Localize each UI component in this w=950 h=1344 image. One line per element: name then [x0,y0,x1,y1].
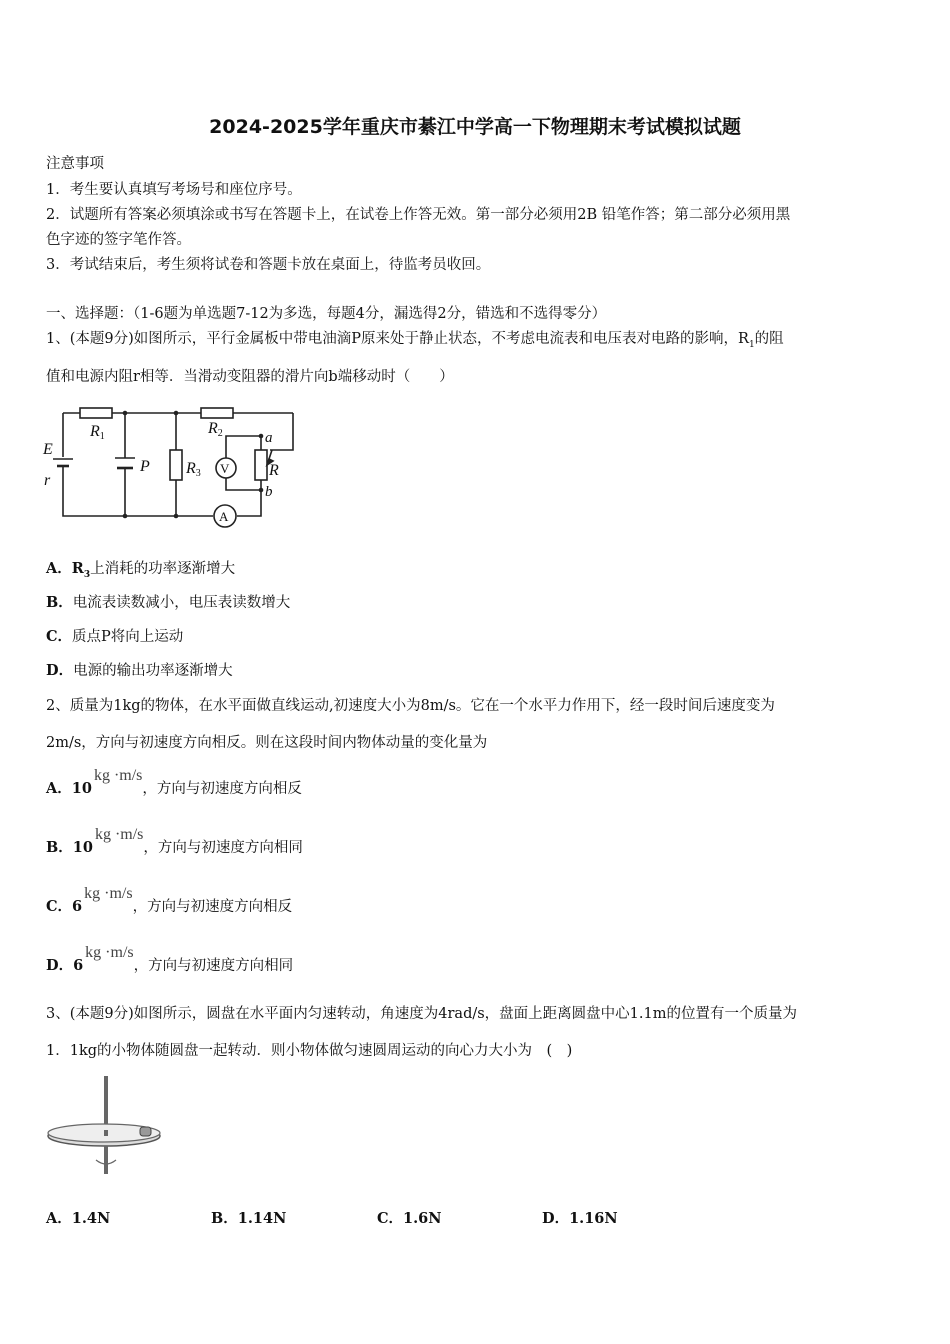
notice-item: 色字迹的签字笔作答。 [46,232,191,248]
voltmeter-label: V [220,461,230,476]
q3-stem-line2: 1．1kg的小物体随圆盘一起转动．则小物体做匀速圆周运动的向心力大小为 ( ) [46,1043,573,1059]
q3-option-b: B．1.14N [211,1210,287,1227]
q2-option-c: C．6kg ·m/s，方向与初速度方向相反 [46,885,293,915]
notice-item: 3．考试结束后，考生须将试卷和答题卡放在桌面上，待监考员收回。 [46,257,491,273]
q2-stem-line2: 2m/s，方向与初速度方向相反。则在这段时间内物体动量的变化量为 [46,735,488,751]
label-r: r [44,472,51,489]
q3-option-d: D．1.16N [542,1210,618,1227]
section-heading: 一、选择题：（1-6题为单选题7-12为多选，每题4分，漏选得2分，错选和不选得零分） [46,306,607,322]
label-R2: R2 [208,420,223,439]
small-object [140,1127,151,1136]
label-R1: R1 [90,423,105,442]
q3-stem-line1: 3、(本题9分)如图所示，圆盘在水平面内匀速转动，角速度为4rad/s，盘面上距离圆盘中心1.1m的位置有一个质量为 [46,1006,797,1022]
q3-option-a: A．1.4N [46,1210,111,1227]
label-R3: R3 [186,460,201,479]
q2-option-a: A．10kg ·m/s，方向与初速度方向相反 [46,767,302,797]
junction-dot [174,411,179,416]
q1-option-b: B．电流表读数减小，电压表读数增大 [46,594,291,611]
label-E: E [43,441,53,458]
junction-dot [259,488,264,493]
q2-option-d: D．6kg ·m/s，方向与初速度方向相同 [46,944,294,974]
q1-option-c: C．质点P将向上运动 [46,628,184,645]
q2-option-b: B．10kg ·m/s，方向与初速度方向相同 [46,826,303,856]
junction-dot [174,514,179,519]
notice-item: 1．考生要认真填写考场号和座位序号。 [46,182,302,198]
rotating-disk-figure [46,1074,166,1174]
q1-option-d: D．电源的输出功率逐渐增大 [46,662,233,679]
page-title: 2024-2025学年重庆市綦江中学高一下物理期末考试模拟试题 [209,116,741,138]
ammeter-label: A [219,509,229,524]
q2-stem-line1: 2、质量为1kg的物体，在水平面做直线运动,初速度大小为8m/s。它在一个水平力作用下，经一段时间后速度变为 [46,698,775,714]
q3-option-c: C．1.6N [377,1210,442,1227]
circuit-diagram [40,398,305,533]
junction-dot [259,434,264,439]
junction-dot [123,411,128,416]
junction-dot [123,514,128,519]
label-b: b [265,484,273,500]
q1-stem-line1: 1、(本题9分)如图所示，平行金属板中带电油滴P原来处于静止状态，不考虑电流表和电压表对电路的影响，$R_1$的阻 [46,331,784,350]
notice-heading: 注意事项 [46,156,104,172]
q1-stem-line2: 值和电源内阻r相等．当滑动变阻器的滑片向b端移动时（ ） [46,369,454,385]
notice-item: 2．试题所有答案必须填涂或书写在答题卡上，在试卷上作答无效。第一部分必须用2B 铅笔作答；第二部分必须用黑 [46,207,791,223]
label-a: a [265,430,273,446]
label-P: P [140,458,150,475]
label-R: R [269,462,279,479]
q1-option-a: A．$R_3$上消耗的功率逐渐增大 [46,560,236,580]
